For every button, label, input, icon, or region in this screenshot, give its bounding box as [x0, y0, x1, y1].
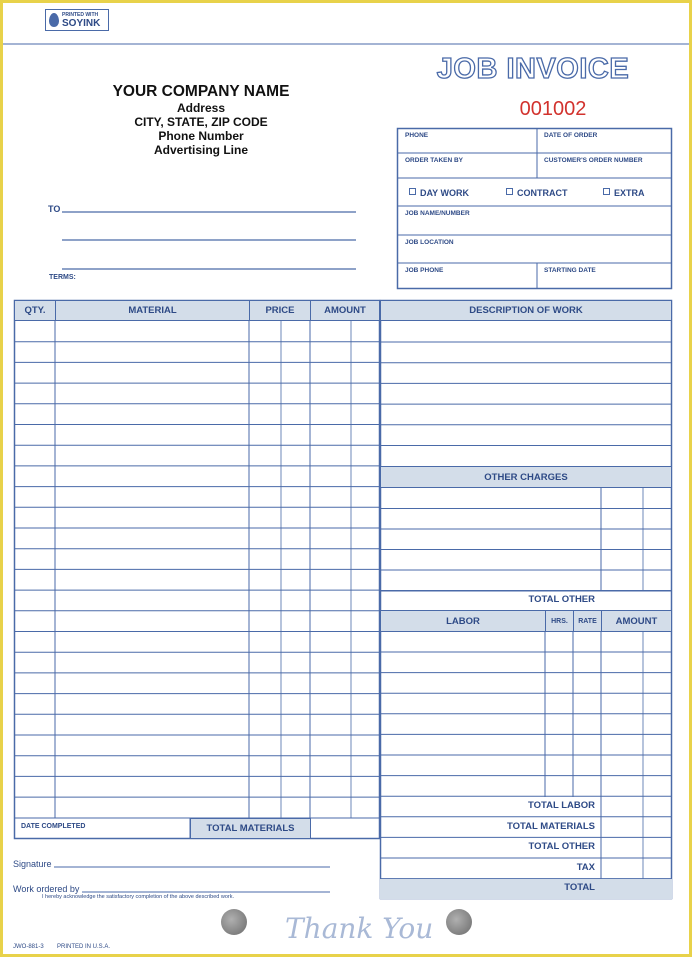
company-phone: Phone Number [158, 129, 244, 143]
totals-other-label: TOTAL OTHER [528, 841, 595, 852]
company-ad: Advertising Line [153, 143, 248, 157]
day-work-checkbox-label: DAY WORK [420, 188, 470, 198]
total-labor-label: TOTAL LABOR [527, 800, 595, 811]
to-label: TO [48, 204, 61, 214]
labor-header: LABOR [380, 610, 546, 632]
total-other-label: TOTAL OTHER [528, 594, 595, 605]
totals-materials-label: TOTAL MATERIALS [507, 821, 595, 832]
starting-date-label: STARTING DATE [544, 267, 596, 274]
total-materials-header: TOTAL MATERIALS [190, 818, 311, 839]
job-name-label: JOB NAME/NUMBER [405, 210, 470, 217]
soy-logo-line2: SOYINK [62, 18, 101, 29]
price-header: PRICE [249, 300, 311, 321]
tax-label: TAX [576, 862, 595, 873]
company-name: YOUR COMPANY NAME [112, 83, 290, 100]
acknowledge-text: I hereby acknowledge the satisfactory completion of the above described work. [42, 894, 234, 900]
phone-label: PHONE [405, 132, 429, 139]
invoice-number: 001002 [519, 98, 587, 120]
qty-header: QTY. [14, 300, 56, 321]
work-ordered-label: Work ordered by [13, 884, 80, 894]
customer-order-number-label: CUSTOMER'S ORDER NUMBER [544, 157, 643, 164]
order-taken-by-label: ORDER TAKEN BY [405, 157, 464, 164]
date-of-order-label: DATE OF ORDER [544, 132, 598, 139]
form-code: JWO-881-3 [13, 944, 44, 950]
contract-checkbox-label: CONTRACT [517, 188, 568, 198]
invoice-page [3, 3, 689, 954]
total-label: TOTAL [564, 882, 595, 893]
company-city: CITY, STATE, ZIP CODE [134, 115, 268, 129]
printed-in: PRINTED IN U.S.A. [57, 944, 111, 950]
other-charges-header: OTHER CHARGES [380, 466, 672, 488]
job-phone-label: JOB PHONE [405, 267, 444, 274]
labor-amount-header: AMOUNT [601, 610, 672, 632]
page-title: JOB INVOICE [436, 53, 630, 85]
extra-checkbox-label: EXTRA [614, 188, 645, 198]
thank-you-text: Thank You [285, 912, 434, 945]
date-completed-label: DATE COMPLETED [21, 823, 86, 830]
description-header: DESCRIPTION OF WORK [380, 300, 672, 321]
soy-logo-line1: PRINTED WITH [62, 12, 99, 18]
punch-hole-right [446, 909, 472, 935]
job-location-label: JOB LOCATION [405, 239, 454, 246]
rate-header: RATE [573, 610, 602, 632]
signature-label: Signature [13, 859, 52, 869]
hrs-header: HRS. [545, 610, 574, 632]
terms-label: TERMS: [49, 274, 76, 281]
company-address: Address [176, 101, 226, 115]
amount-header: AMOUNT [310, 300, 380, 321]
punch-hole-left [221, 909, 247, 935]
material-header: MATERIAL [55, 300, 250, 321]
